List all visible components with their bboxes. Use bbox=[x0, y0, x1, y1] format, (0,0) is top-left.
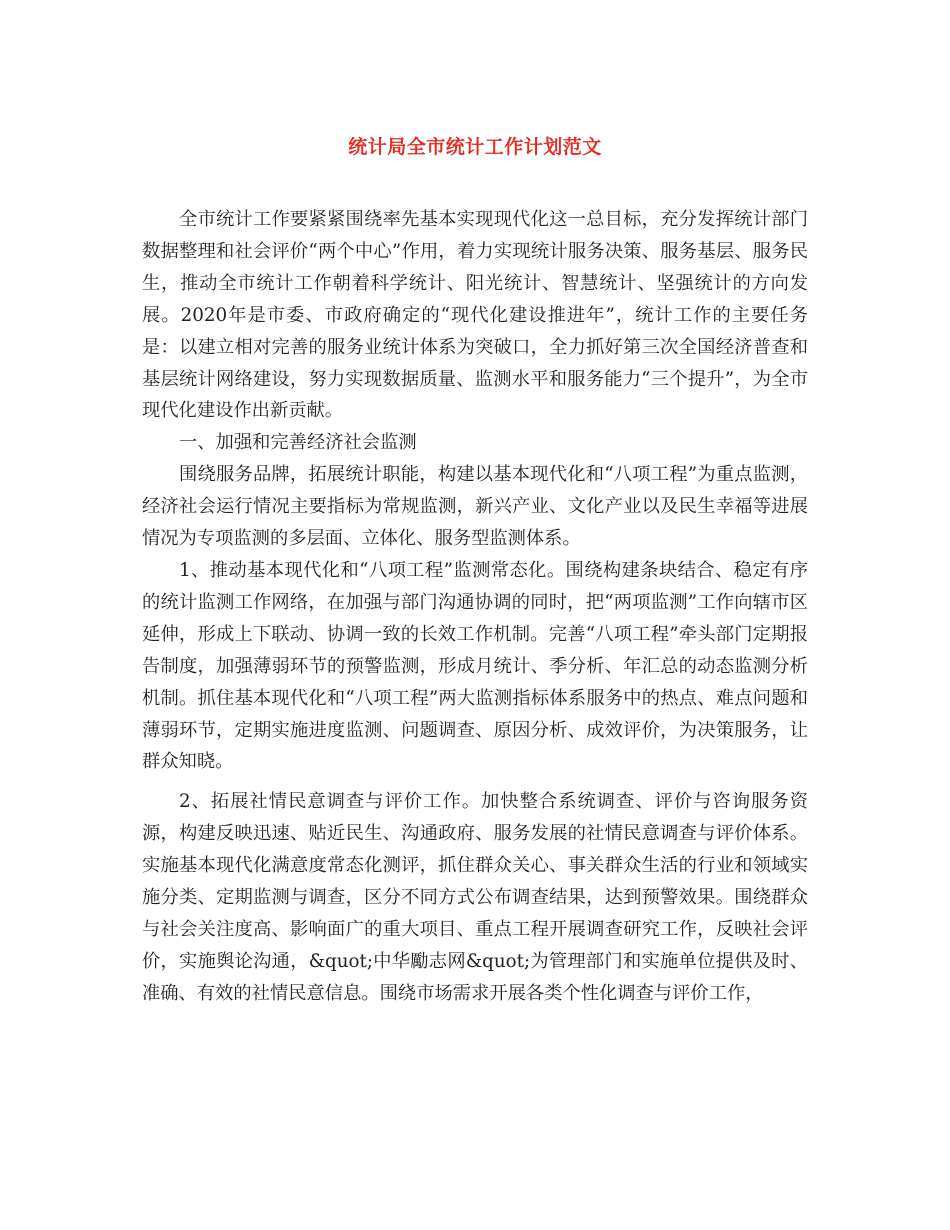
document-title: 统计局全市统计工作计划范文 bbox=[348, 136, 602, 158]
paragraph-section-1: 围绕服务品牌，拓展统计职能，构建以基本现代化和“八项工程”为重点监测，经济社会运行情况主要指标为常规监测，新兴产业、文化产业以及民生幸福等进展情况为专项监测的多层面、立体化、服务型监测体系。 bbox=[142, 464, 808, 550]
section-heading-1: 一、加强和完善经济社会监测 bbox=[179, 432, 417, 454]
paragraph-item-2: 2、拓展社情民意调查与评价工作。加快整合系统调查、评价与咨询服务资源，构建反映迅速、贴近民生、沟通政府、服务发展的社情民意调查与评价体系。实施基本现代化满意度常态化测评，抓住群众关心、事关群众生活的行业和领域实施分类、定期监测与调查，区分不同方式公布调查结果，达到预警效果。围绕群众与社会关注度高、影响面广的重大项目、重点工程开展调查研究工作，反映社会评价，实施舆论沟通，&quot;中华勵志网&quot;为管理部门和实施单位提供及时、准确、有效的社情民意信息。围绕市场需求开展各类个性化调查与评价工作， bbox=[142, 791, 808, 1004]
paragraph-item-1: 1、推动基本现代化和“八项工程”监测常态化。围绕构建条块结合、稳定有序的统计监测工作网络，在加强与部门沟通协调的同时，把“两项监测”工作向辖市区延伸，形成上下联动、协调一致的长效工作机制。完善“八项工程”牵头部门定期报告制度，加强薄弱环节的预警监测，形成月统计、季分析、年汇总的动态监测分析机制。抓住基本现代化和“八项工程”两大监测指标体系服务中的热点、难点问题和薄弱环节，定期实施进度监测、问题调查、原因分析、成效评价，为决策服务，让群众知晓。 bbox=[142, 559, 808, 773]
paragraph-intro: 全市统计工作要紧紧围绕率先基本实现现代化这一总目标，充分发挥统计部门数据整理和社会评价“两个中心”作用，着力实现统计服务决策、服务基层、服务民生，推动全市统计工作朝着科学统计、阳光统计、智慧统计、坚强统计的方向发展。2020年是市委、市政府确定的“现代化建设推进年”，统计工作的主要任务是：以建立相对完善的服务业统计体系为突破口，全力抓好第三次全国经济普查和基层统计网络建设，努力实现数据质量、监测水平和服务能力“三个提升”，为全市现代化建设作出新贡献。 bbox=[142, 209, 808, 422]
document-body bbox=[142, 204, 808, 1010]
